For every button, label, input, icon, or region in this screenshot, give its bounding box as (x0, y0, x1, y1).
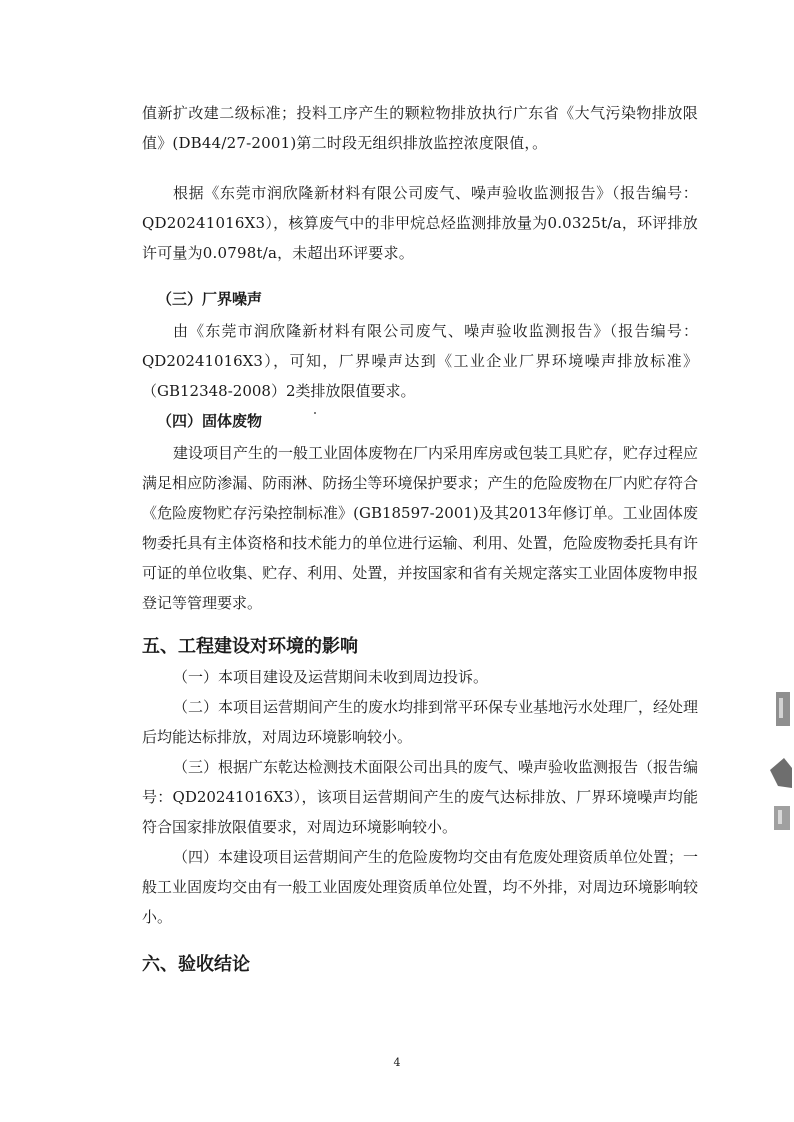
subsection-title-solid-waste: （四）固体废物 (157, 412, 263, 430)
section5-body (142, 662, 698, 932)
seal-stamp-edge (768, 688, 794, 838)
impact-item-2: （二）本项目运营期间产生的废水均排到常平环保专业基地污水处理厂，经处理后均能达标排放，对周边环境影响较小。 (142, 698, 699, 746)
page-number: 4 (393, 1056, 401, 1069)
section-title-acceptance-conclusion: 六、验收结论 (142, 954, 250, 975)
paragraph-voc-emission: 根据《东莞市润欣隆新材料有限公司废气、噪声验收监测报告》（报告编号：QD20241016X3），核算废气中的非甲烷总烃监测排放量为0.0325t/a，环评排放许可量为0.0798t/a，未超出环评要求。 (142, 184, 698, 262)
impact-item-4: （四）本建设项目运营期间产生的危险废物均交由有危废处理资质单位处置；一般工业固废均交由有一般工业固废处理资质单位处置，均不外排，对周边环境影响较小。 (142, 848, 699, 926)
subsection-title-noise: （三）厂界噪声 (157, 290, 263, 308)
impact-item-1: （一）本项目建设及运营期间未收到周边投诉。 (173, 668, 489, 686)
impact-item-3: （三）根据广东乾达检测技术面限公司出具的废气、噪声验收监测报告（报告编号：QD20241016X3），该项目运营期间产生的废气达标排放、厂界环境噪声均能符合国家排放限值要求，对周边环境影响较小。 (142, 758, 699, 836)
paragraph-solid-waste: 建设项目产生的一般工业固体废物在厂内采用库房或包装工具贮存，贮存过程应满足相应防渗漏、防雨淋、防扬尘等环境保护要求；产生的危险废物在厂内贮存符合《危险废物贮存污染控制标准》(GB18597-2001)及其2013年修订单。工业固体废物委托具有主体资格和技术能力的单位进行运输、利用、处置，危险废物委托具有许可证的单位收集、贮存、利用、处置，并按国家和省有关规定落实工业固体废物申报登记等管理要求。 (142, 444, 699, 612)
section-title-environmental-impact: 五、工程建设对环境的影响 (142, 636, 358, 657)
scan-speck (314, 412, 316, 414)
paragraph-noise: 由《东莞市润欣隆新材料有限公司废气、噪声验收监测报告》（报告编号：QD20241016X3），可知，厂界噪声达到《工业企业厂界环境噪声排放标准》（GB12348-2008）2类排放限值要求。 (142, 322, 698, 400)
paragraph-emission-standards: 值新扩改建二级标准；投料工序产生的颗粒物排放执行广东省《大气污染物排放限值》(DB44/27-2001)第二时段无组织排放监控浓度限值，。 (142, 104, 698, 152)
